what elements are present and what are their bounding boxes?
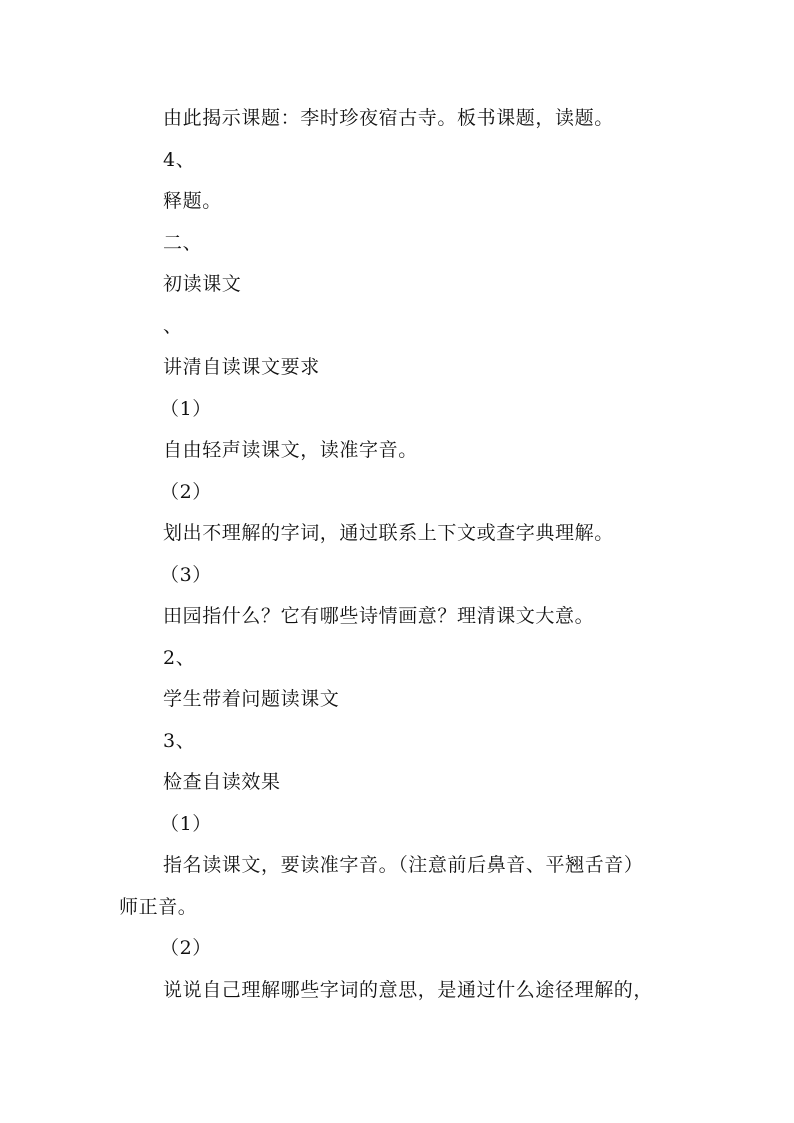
text-line-explain-words: 说说自己理解哪些字词的意思，是通过什么途径理解的， xyxy=(163,979,654,1001)
text-line-reading-requirements: 讲清自读课文要求 xyxy=(163,356,320,378)
text-line-pastoral-question: 田园指什么？它有哪些诗情画意？理清课文大意。 xyxy=(163,605,595,627)
text-line-check-results: 检查自读效果 xyxy=(163,771,281,793)
text-line-step-2: 2、 xyxy=(163,647,196,669)
text-line-mark-words: 划出不理解的字词，通过联系上下文或查字典理解。 xyxy=(163,522,614,544)
section-heading-title: 初读课文 xyxy=(163,273,242,295)
text-line-read-aloud: 自由轻声读课文，读准字音。 xyxy=(163,439,418,461)
text-line-named-reading: 指名读课文，要读准字音。（注意前后鼻音、平翘舌音） xyxy=(163,854,644,876)
section-heading-number: 二、 xyxy=(163,232,203,254)
list-marker-2b: （2） xyxy=(160,937,212,959)
text-line-enumeration-mark: 、 xyxy=(163,315,183,337)
text-line-step-4: 4、 xyxy=(163,149,196,171)
text-line-topic-reveal: 由此揭示课题：李时珍夜宿古寺。板书课题，读题。 xyxy=(163,107,614,129)
text-line-step-3: 3、 xyxy=(163,730,196,752)
list-marker-1b: （1） xyxy=(160,813,212,835)
text-line-teacher-corrects: 师正音。 xyxy=(119,896,198,918)
list-marker-1: （1） xyxy=(160,398,212,420)
text-line-explain-title: 释题。 xyxy=(163,190,222,212)
list-marker-2: （2） xyxy=(160,481,212,503)
list-marker-3: （3） xyxy=(160,564,212,586)
text-line-read-with-questions: 学生带着问题读课文 xyxy=(163,688,340,710)
